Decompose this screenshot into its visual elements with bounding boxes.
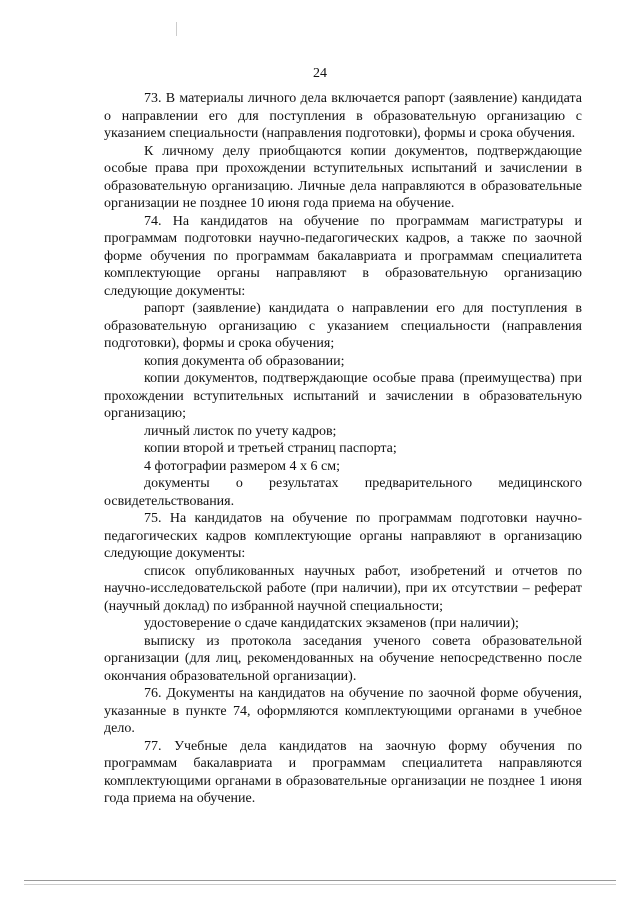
document-list-item: 4 фотографии размером 4 х 6 см;	[144, 458, 341, 474]
document-paragraph: 74. На кандидатов на обучение по программам магистратуры и программам подготовки научно-педагогических кадров, а также по заочной форме обучения по программам бакалавриата и программам специалитета комплектующие органы направляют в образовательную организацию следующие документы:	[104, 213, 582, 299]
document-list-item: документы о результатах предварительного медицинского освидетельствования.	[104, 476, 582, 509]
document-list-item: копии второй и третьей страниц паспорта;	[144, 441, 397, 456]
document-list-item: копии документов, подтверждающие особые права (преимущества) при прохождении вступительных испытаний и зачислении в образовательную организацию;	[104, 371, 582, 421]
page-number: 24	[313, 66, 327, 81]
document-paragraph: 75. На кандидатов на обучение по программам подготовки научно-педагогических кадров комплектующие органы направляют в организацию следующие документы:	[104, 511, 582, 561]
scan-artifact-top	[176, 22, 177, 36]
document-paragraph: 73. В материалы личного дела включается рапорт (заявление) кандидата о направлении его для поступления в образовательную организацию с указанием специальности (направления подготовки), формы и срока обучения.	[104, 91, 582, 141]
document-list-item: выписку из протокола заседания ученого совета образовательной организации (для лиц, рекомендованных на обучение непосредственно после окончания образовательной организации).	[104, 633, 582, 684]
document-list-item: копия документа об образовании;	[144, 353, 345, 369]
document-list-item: рапорт (заявление) кандидата о направлении его для поступления в образовательную организацию с указанием специальности (направления подготовки), формы и срока обучения;	[104, 301, 582, 351]
document-list-item: личный листок по учету кадров;	[144, 423, 337, 439]
document-paragraph: 76. Документы на кандидатов на обучение по заочной форме обучения, указанные в пункте 74, оформляются комплектующими органами в учебное дело.	[104, 686, 582, 736]
scan-artifact-bottom-2	[24, 884, 616, 885]
scan-artifact-bottom	[24, 880, 616, 881]
document-paragraph: 77. Учебные дела кандидатов на заочную форму обучения по программам бакалавриата и программам специалитета направляются комплектующими органами в образовательные организации не позднее 1 июня года приема на обучение.	[104, 738, 582, 806]
document-paragraph: К личному делу приобщаются копии документов, подтверждающие особые права при прохождении вступительных испытаний и зачислении в образовательную организацию. Личные дела направляются в образовательные организации не позднее 10 июня года приема на обучение.	[104, 143, 582, 211]
document-list-item: удостоверение о сдаче кандидатских экзаменов (при наличии);	[144, 616, 519, 631]
document-list-item: список опубликованных научных работ, изобретений и отчетов по научно-исследовательской работе (при наличии), при их отсутствии – реферат (научный доклад) по избранной научной специальности;	[104, 563, 582, 614]
document-body	[104, 90, 582, 808]
